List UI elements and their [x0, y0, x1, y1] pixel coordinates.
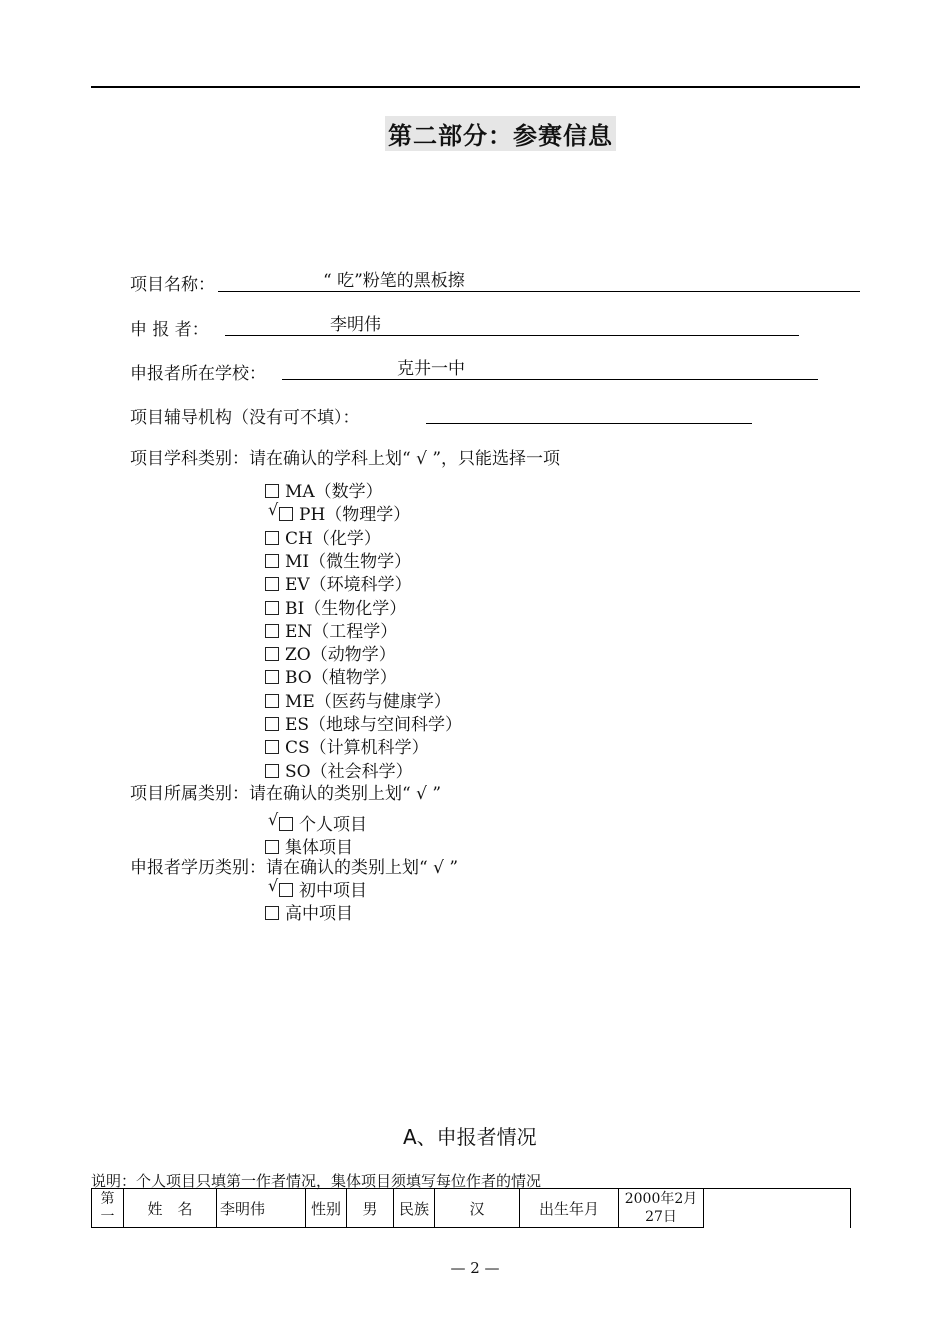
- gender-value-cell[interactable]: 男: [347, 1189, 394, 1228]
- subject-option[interactable]: [265, 757, 413, 782]
- check-mark-icon: √: [268, 500, 279, 520]
- subject-label: SO（社会科学）: [285, 761, 413, 782]
- checkbox-icon[interactable]: [265, 554, 279, 568]
- ethnicity-label-cell: 民族: [394, 1189, 435, 1228]
- subject-option[interactable]: [265, 710, 462, 735]
- row-header-cell: 第一: [92, 1189, 124, 1228]
- checkbox-icon[interactable]: [265, 624, 279, 638]
- category-label: 个人项目: [299, 815, 367, 835]
- header-rule: [91, 86, 860, 88]
- subject-label: CS（计算机科学）: [285, 738, 429, 759]
- education-option[interactable]: [265, 876, 367, 901]
- education-prompt: 申报者学历类别：请在确认的类别上划“ √ ”: [130, 858, 459, 878]
- subject-option[interactable]: [265, 524, 381, 549]
- education-label: 初中项目: [299, 881, 367, 901]
- subject-option[interactable]: [265, 733, 429, 758]
- page-number: — 2 —: [450, 1259, 500, 1277]
- institution-field[interactable]: [426, 401, 752, 424]
- institution-label: 项目辅导机构（没有可不填）：: [130, 408, 360, 428]
- check-mark-icon: √: [268, 876, 279, 895]
- checkbox-icon[interactable]: [265, 577, 279, 591]
- subject-label: CH（化学）: [285, 528, 381, 549]
- page-title: 第二部分：参赛信息: [385, 116, 616, 151]
- project-name-value: “ 吃”粉笔的黑板擦: [323, 271, 465, 291]
- education-option[interactable]: [265, 899, 353, 924]
- subject-option[interactable]: [265, 640, 396, 665]
- category-label: 集体项目: [285, 837, 353, 858]
- school-label: 申报者所在学校：: [130, 364, 266, 384]
- checkbox-icon[interactable]: [265, 717, 279, 731]
- subject-option[interactable]: [265, 547, 411, 572]
- birth-label-cell: 出生年月: [520, 1189, 619, 1228]
- subject-option[interactable]: [265, 617, 397, 642]
- check-mark-icon: √: [268, 810, 279, 829]
- subject-label: PH（物理学）: [299, 505, 411, 526]
- checkbox-icon[interactable]: [279, 817, 293, 831]
- applicant-label: 申 报 者：: [130, 320, 209, 340]
- applicant-value: 李明伟: [330, 315, 381, 335]
- subject-option[interactable]: [265, 477, 383, 502]
- school-value: 克井一中: [397, 359, 465, 379]
- photo-cell: [704, 1189, 851, 1228]
- subject-label: ZO（动物学）: [285, 645, 396, 666]
- subject-prompt: 项目学科类别：请在确认的学科上划“ √ ”，只能选择一项: [130, 449, 561, 469]
- subject-label: EV（环境科学）: [285, 575, 412, 596]
- section-a-title: A、申报者情况: [403, 1125, 537, 1149]
- subject-option[interactable]: [265, 687, 451, 712]
- checkbox-icon[interactable]: [265, 484, 279, 498]
- project-name-field[interactable]: [218, 269, 860, 292]
- ethnicity-value-cell[interactable]: 汉: [435, 1189, 520, 1228]
- checkbox-icon[interactable]: [279, 507, 293, 521]
- checkbox-icon[interactable]: [265, 601, 279, 615]
- applicant-info-table: [91, 1188, 851, 1228]
- checkbox-icon[interactable]: [265, 694, 279, 708]
- checkbox-icon[interactable]: [279, 883, 293, 897]
- checkbox-icon[interactable]: [265, 740, 279, 754]
- checkbox-icon[interactable]: [265, 906, 279, 920]
- section-a-note: 说明：个人项目只填第一作者情况，集体项目须填写每位作者的情况: [91, 1172, 542, 1190]
- checkbox-icon[interactable]: [265, 531, 279, 545]
- subject-option[interactable]: [265, 570, 412, 595]
- table-row: [92, 1189, 851, 1228]
- subject-label: BI（生物化学）: [285, 598, 407, 619]
- category-option[interactable]: [265, 810, 367, 835]
- project-name-label: 项目名称：: [130, 275, 215, 295]
- checkbox-icon[interactable]: [265, 647, 279, 661]
- subject-label: MI（微生物学）: [285, 551, 412, 572]
- subject-option[interactable]: [265, 594, 406, 619]
- category-prompt: 项目所属类别：请在确认的类别上划“ √ ”: [130, 784, 442, 804]
- checkbox-icon[interactable]: [265, 670, 279, 684]
- education-label: 高中项目: [285, 903, 353, 924]
- birth-value-cell[interactable]: 2000年2月27日: [619, 1189, 704, 1228]
- checkbox-icon[interactable]: [265, 764, 279, 778]
- subject-label: EN（工程学）: [285, 621, 398, 642]
- checkbox-icon[interactable]: [265, 840, 279, 854]
- name-label-cell: 姓 名: [124, 1189, 217, 1228]
- name-value-cell[interactable]: 李明伟: [217, 1189, 306, 1228]
- subject-option[interactable]: [265, 500, 410, 525]
- subject-label: ME（医药与健康学）: [285, 691, 451, 712]
- subject-option[interactable]: [265, 663, 397, 688]
- school-field[interactable]: [282, 357, 818, 380]
- subject-label: BO（植物学）: [285, 668, 397, 689]
- subject-label: ES（地球与空间科学）: [285, 715, 463, 735]
- gender-label-cell: 性别: [306, 1189, 347, 1228]
- applicant-field[interactable]: [225, 313, 799, 336]
- subject-label: MA（数学）: [285, 482, 383, 502]
